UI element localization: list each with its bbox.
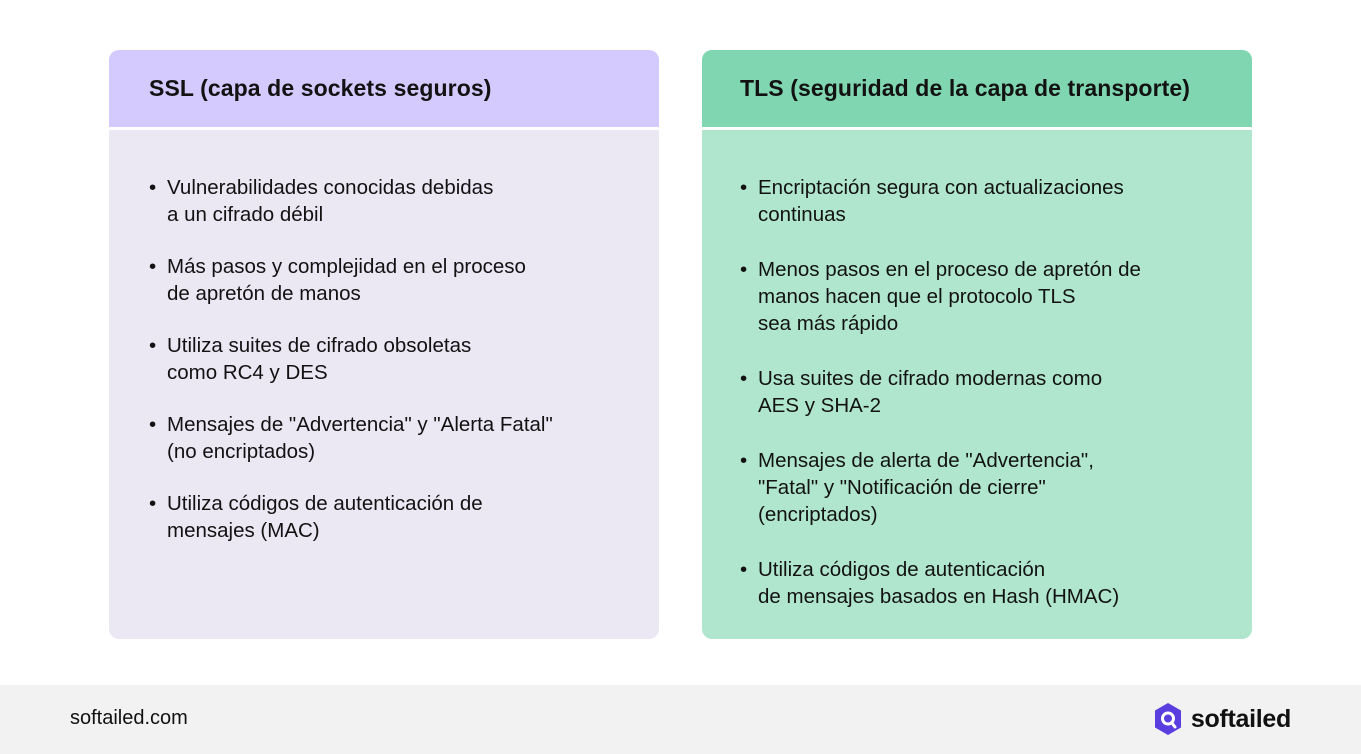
list-item: • Utiliza suites de cifrado obsoletas como RC4 y DES <box>149 334 472 384</box>
brand-logo <box>1153 702 1291 736</box>
ssl-card <box>109 50 659 639</box>
ssl-title: SSL (capa de sockets seguros) <box>149 75 492 101</box>
list-item: • Menos pasos en el proceso de apretón de manos hacen que el protocolo TLS sea más rápido <box>740 258 1141 335</box>
list-item: • Encriptación segura con actualizaciones continuas <box>740 176 1124 226</box>
list-item: • Mensajes de "Advertencia" y "Alerta Fatal" (no encriptados) <box>149 413 553 463</box>
list-item: • Utiliza códigos de autenticación de mensajes (MAC) <box>149 492 483 542</box>
list-item: • Mensajes de alerta de "Advertencia", "Fatal" y "Notificación de cierre" (encriptados) <box>740 449 1094 526</box>
tls-title: TLS (seguridad de la capa de transporte) <box>740 75 1191 101</box>
ssl-list <box>149 174 639 569</box>
ssl-card-header <box>109 50 659 130</box>
tls-list <box>740 174 1240 638</box>
footer <box>0 685 1361 754</box>
brand-name: softailed <box>1190 704 1291 733</box>
tls-card-header <box>702 50 1252 130</box>
site-url: softailed.com <box>70 707 188 729</box>
list-item: • Vulnerabilidades conocidas debidas a un cifrado débil <box>149 176 494 226</box>
tls-card <box>702 50 1252 639</box>
list-item: • Más pasos y complejidad en el proceso de apretón de manos <box>149 255 526 305</box>
softailed-logo-icon <box>1153 702 1183 736</box>
list-item: • Utiliza códigos de autenticación de mensajes basados en Hash (HMAC) <box>740 558 1120 608</box>
list-item: • Usa suites de cifrado modernas como AES y SHA-2 <box>740 367 1103 417</box>
